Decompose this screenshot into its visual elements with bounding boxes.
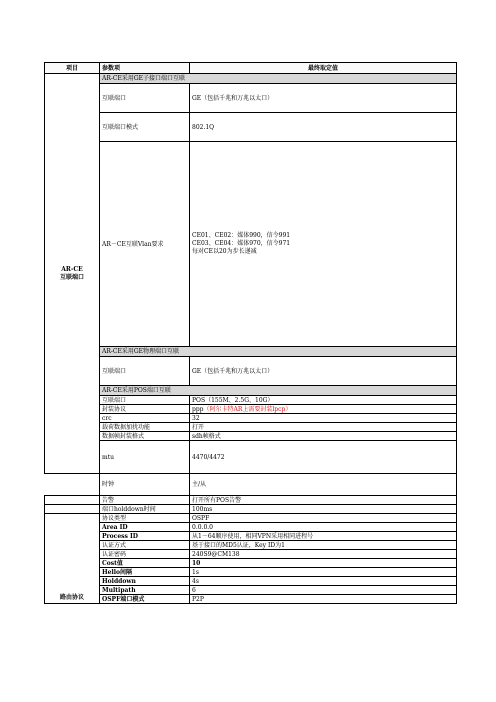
param-cell: 认证密码 [100,550,190,559]
param-cell: Holddown [100,577,190,586]
param-cell: 告警 [100,496,190,505]
param-cell: Cost值 [100,559,190,568]
value-cell: OSPF [190,514,457,523]
header-row [45,63,457,74]
value-cell: P2P [190,595,457,604]
group-interconnect-line1: AR-CE [61,265,83,273]
section-pos: AR-CE采用POS端口互联 [100,386,457,396]
section-row-ge-sub [45,74,457,84]
param-cell: 互联端口模式 [100,113,190,142]
header-param: 参数项 [100,63,190,74]
value-cell: 打开所有POS告警 [190,496,457,505]
section-row-ge-phys [45,347,457,357]
param-cell: OSPF端口模式 [100,595,190,604]
group-interconnect [45,74,100,474]
table-row [45,357,457,386]
param-cell: 时钟 [100,474,190,496]
table-row [45,396,457,405]
value-cell: 1s [190,568,457,577]
table-row [45,423,457,432]
value-cell: 0.0.0.0 [190,523,457,532]
table-row [45,113,457,142]
group-spacer [45,474,100,496]
param-cell: 协议类型 [100,514,190,523]
param-cell: 载荷数据加扰功能 [100,423,190,432]
group-interconnect-line2: 互联端口 [59,273,84,281]
value-cell [190,405,457,414]
vlan-line: CE03、CE04：媒体970，信令971 [192,240,291,247]
value-cell: 基于接口的MD5认证，Key ID为1 [190,541,457,550]
table-row [45,405,457,414]
section-row-pos [45,386,457,396]
table-row [45,523,457,532]
parameter-table [44,62,457,604]
table-row [45,496,457,505]
table-row [45,586,457,595]
value-text: ppp [192,405,204,413]
param-cell: 互联端口 [100,84,190,113]
value-cell [190,142,457,347]
table-row [45,505,457,514]
param-cell: 数据帧封装格式 [100,432,190,441]
param-cell: Hello间隔 [100,568,190,577]
table-row [45,441,457,474]
value-cell: 从1－64顺序使用，相同VPN采用相同进程号 [190,532,457,541]
value-cell: 打开 [190,423,457,432]
table-row [45,532,457,541]
param-cell: Process ID [100,532,190,541]
value-cell: GE（包括千兆和万兆以太口） [190,357,457,386]
table-row [45,432,457,441]
value-cell: 100ms [190,505,457,514]
table-row [45,550,457,559]
value-cell: 240S9@CM138 [190,550,457,559]
value-cell: 主/从 [190,474,457,496]
param-cell: 互联端口 [100,396,190,405]
param-cell: Multipath [100,586,190,595]
table-row-vlan [45,142,457,347]
param-cell: 封装协议 [100,405,190,414]
param-cell: 认证方式 [100,541,190,550]
value-cell: POS（155M、2.5G、10G） [190,396,457,405]
param-cell: 互联端口 [100,357,190,386]
table-row [45,474,457,496]
vlan-line: CE01、CE02：媒体990，信令991 [192,232,291,239]
table-row [45,541,457,550]
group-routing: 路由协议 [45,514,100,604]
table-row [45,559,457,568]
param-cell: crc [100,414,190,423]
section-ge-sub: AR-CE采用GE子接口端口互联 [100,74,457,84]
table-row [45,577,457,586]
value-cell: GE（包括千兆和万兆以太口） [190,84,457,113]
value-cell: 6 [190,586,457,595]
header-value: 最终取定值 [190,63,457,74]
table-row [45,414,457,423]
value-cell: 32 [190,414,457,423]
param-cell: mtu [100,441,190,474]
group-spacer [45,496,100,505]
vlan-line: 每对CE以20为步长递减 [192,248,257,255]
value-cell: 802.1Q [190,113,457,142]
param-cell: 端口holddown时间 [100,505,190,514]
value-cell: 10 [190,559,457,568]
table-row [45,595,457,604]
table-row [45,84,457,113]
value-cell: sdh帧格式 [190,432,457,441]
param-cell: Area ID [100,523,190,532]
group-spacer [45,505,100,514]
value-cell: 4s [190,577,457,586]
section-ge-phys: AR-CE采用GE物理端口互联 [100,347,457,357]
table-row [45,514,457,523]
header-item: 项目 [45,63,100,74]
param-cell: AR－CE互联Vlan要求 [100,142,190,347]
table-row [45,568,457,577]
value-cell: 4470/4472 [190,441,457,474]
value-note-red: （阿尔卡特AR上需要封装lpcp） [203,405,292,413]
